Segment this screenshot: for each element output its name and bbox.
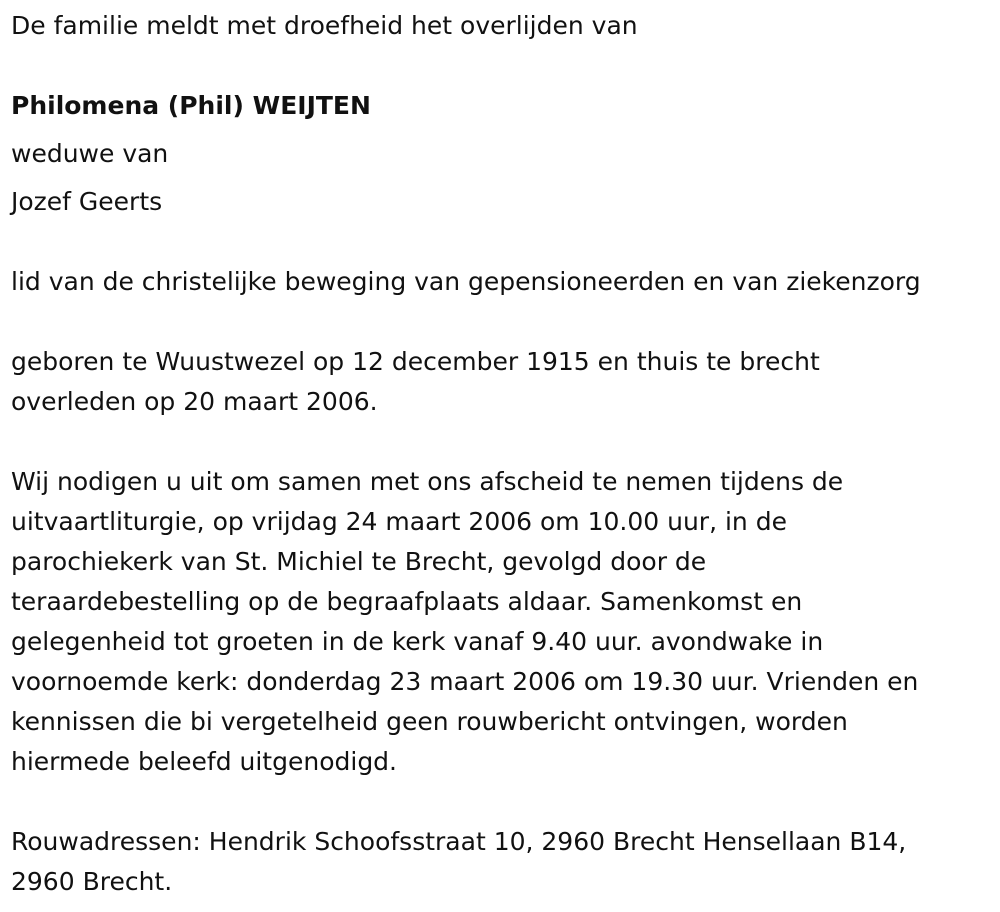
address-line-2: 2960 Brecht. <box>11 867 173 896</box>
invitation-paragraph <box>11 462 918 782</box>
birth-line: geboren te Wuustwezel op 12 december 1915 en thuis te brecht <box>11 347 820 376</box>
invitation-line-1: Wij nodigen u uit om samen met ons afscheid te nemen tijdens de <box>11 467 844 496</box>
membership-text: lid van de christelijke beweging van gepensioneerden en van ziekenzorg <box>11 267 921 296</box>
invitation-line-8: hiermede beleefd uitgenodigd. <box>11 747 397 776</box>
address-paragraph <box>11 822 906 902</box>
widow-label: weduwe van <box>11 139 169 168</box>
invitation-line-7: kennissen die bi vergetelheid geen rouwbericht ontvingen, worden <box>11 707 848 736</box>
address-line-1: Rouwadressen: Hendrik Schoofsstraat 10, 2960 Brecht Hensellaan B14, <box>11 827 907 856</box>
spouse-name: Jozef Geerts <box>11 187 163 216</box>
invitation-line-4: teraardebestelling op de begraafplaats aldaar. Samenkomst en <box>11 587 803 616</box>
invitation-line-6: voornoemde kerk: donderdag 23 maart 2006 om 19.30 uur. Vrienden en <box>11 667 919 696</box>
death-line: overleden op 20 maart 2006. <box>11 387 378 416</box>
deceased-name: Philomena (Phil) WEIJTEN <box>11 91 371 120</box>
invitation-line-3: parochiekerk van St. Michiel te Brecht, gevolgd door de <box>11 547 707 576</box>
invitation-line-2: uitvaartliturgie, op vrijdag 24 maart 2006 om 10.00 uur, in de <box>11 507 787 536</box>
invitation-line-5: gelegenheid tot groeten in de kerk vanaf 9.40 uur. avondwake in <box>11 627 824 656</box>
birth-death-paragraph <box>11 342 820 422</box>
intro-text: De familie meldt met droefheid het overlijden van <box>11 11 638 40</box>
